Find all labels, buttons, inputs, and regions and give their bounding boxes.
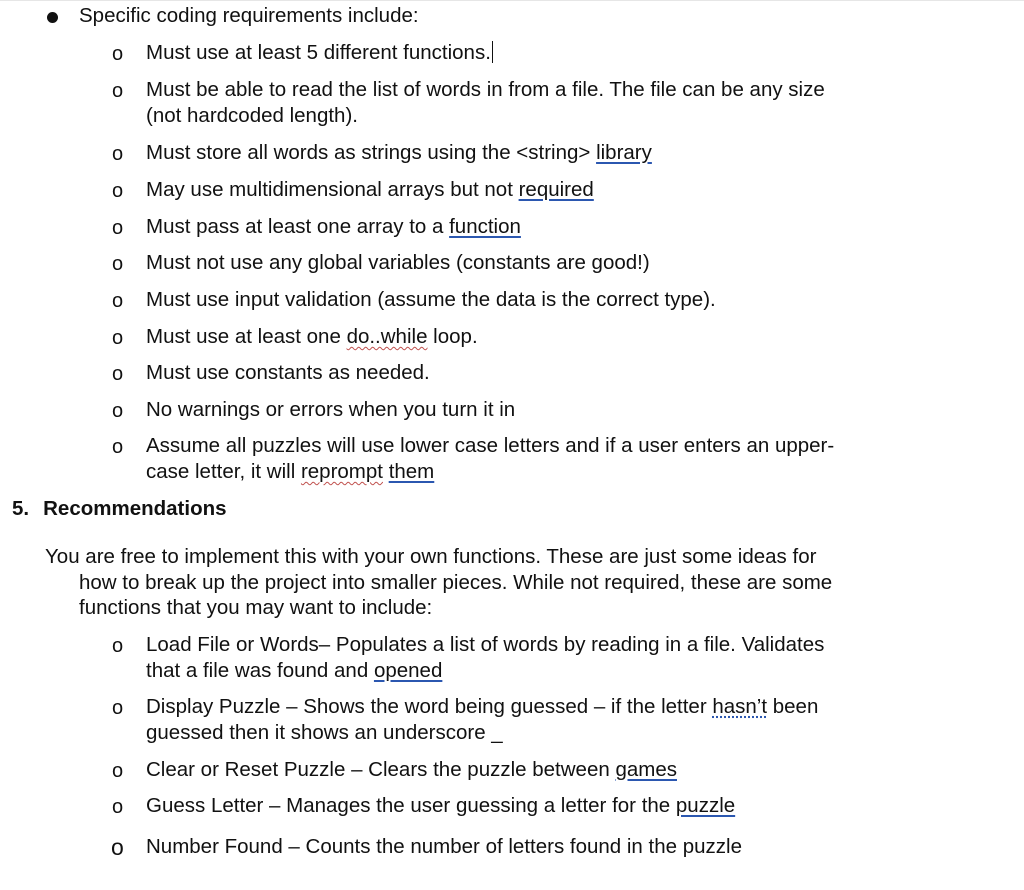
grammar-flag[interactable]: hasn’t bbox=[712, 695, 768, 718]
function-item: Guess Letter – Manages the user guessing a letter for the puzzle bbox=[146, 794, 736, 817]
sub-bullet-icon: o bbox=[112, 290, 124, 312]
requirement-item-continuation: (not hardcoded length). bbox=[146, 104, 358, 127]
section-number: 5. bbox=[12, 497, 30, 520]
requirement-item: No warnings or errors when you turn it in bbox=[146, 398, 516, 421]
sub-bullet-icon: o bbox=[112, 217, 124, 239]
sub-bullet-icon: o bbox=[112, 43, 124, 65]
comment-anchor[interactable]: puzzle bbox=[675, 794, 736, 817]
requirement-item: Must store all words as strings using the <string> library bbox=[146, 141, 652, 164]
requirement-item: Must use constants as needed. bbox=[146, 361, 430, 384]
text-cursor bbox=[492, 41, 493, 63]
sub-bullet-icon: o bbox=[112, 180, 124, 202]
requirement-item: Must not use any global variables (constants are good!) bbox=[146, 251, 650, 274]
spelling-flag[interactable]: do..while bbox=[346, 325, 428, 348]
sub-bullet-icon: o bbox=[112, 697, 124, 719]
function-item-continuation: that a file was found and opened bbox=[146, 659, 443, 682]
spelling-flag[interactable]: reprompt bbox=[300, 460, 383, 483]
requirement-item: Must pass at least one array to a function bbox=[146, 215, 521, 238]
section-heading bbox=[12, 496, 227, 522]
requirements-intro: Specific coding requirements include: bbox=[79, 4, 419, 27]
sub-bullet-icon: o bbox=[112, 327, 124, 349]
requirement-item: Assume all puzzles will use lower case letters and if a user enters an upper- bbox=[146, 434, 835, 457]
sub-bullet-icon: o bbox=[111, 834, 124, 860]
sub-bullet-icon: o bbox=[112, 363, 124, 385]
requirement-item: Must use input validation (assume the data is the correct type). bbox=[146, 288, 716, 311]
bullet-icon bbox=[47, 12, 58, 23]
requirement-item: Must be able to read the list of words in from a file. The file can be any size bbox=[146, 78, 825, 101]
sub-bullet-icon: o bbox=[112, 796, 124, 818]
page-top-edge bbox=[0, 0, 1024, 1]
comment-anchor[interactable]: library bbox=[596, 141, 652, 164]
comment-anchor[interactable]: function bbox=[449, 215, 521, 238]
comment-anchor[interactable]: games bbox=[615, 758, 677, 781]
sub-bullet-icon: o bbox=[112, 400, 124, 422]
intro-paragraph-line: how to break up the project into smaller pieces. While not required, these are some bbox=[79, 571, 833, 594]
requirement-item-continuation: case letter, it will reprompt them bbox=[146, 460, 435, 483]
intro-paragraph-line: You are free to implement this with your own functions. These are just some ideas for bbox=[45, 545, 817, 568]
requirement-item: May use multidimensional arrays but not required bbox=[146, 178, 594, 201]
section-title: Recommendations bbox=[43, 497, 227, 520]
sub-bullet-icon: o bbox=[112, 80, 124, 102]
sub-bullet-icon: o bbox=[112, 760, 124, 782]
sub-bullet-icon: o bbox=[112, 635, 124, 657]
function-item-continuation: guessed then it shows an underscore _ bbox=[146, 721, 503, 744]
function-item: Number Found – Counts the number of letters found in the puzzle bbox=[146, 835, 742, 858]
intro-paragraph-line: functions that you may want to include: bbox=[79, 596, 433, 619]
function-item: Clear or Reset Puzzle – Clears the puzzle between games bbox=[146, 758, 677, 781]
function-item: Display Puzzle – Shows the word being guessed – if the letter hasn’t been bbox=[146, 695, 819, 718]
sub-bullet-icon: o bbox=[112, 436, 124, 458]
comment-anchor[interactable]: opened bbox=[373, 659, 443, 682]
requirement-item: Must use at least 5 different functions. bbox=[146, 41, 491, 64]
sub-bullet-icon: o bbox=[112, 253, 124, 275]
sub-bullet-icon: o bbox=[112, 143, 124, 165]
requirement-item: Must use at least one do..while loop. bbox=[146, 325, 478, 348]
comment-anchor[interactable]: them bbox=[388, 460, 435, 483]
function-item: Load File or Words– Populates a list of words by reading in a file. Validates bbox=[146, 633, 825, 656]
comment-anchor[interactable]: required bbox=[518, 178, 594, 201]
